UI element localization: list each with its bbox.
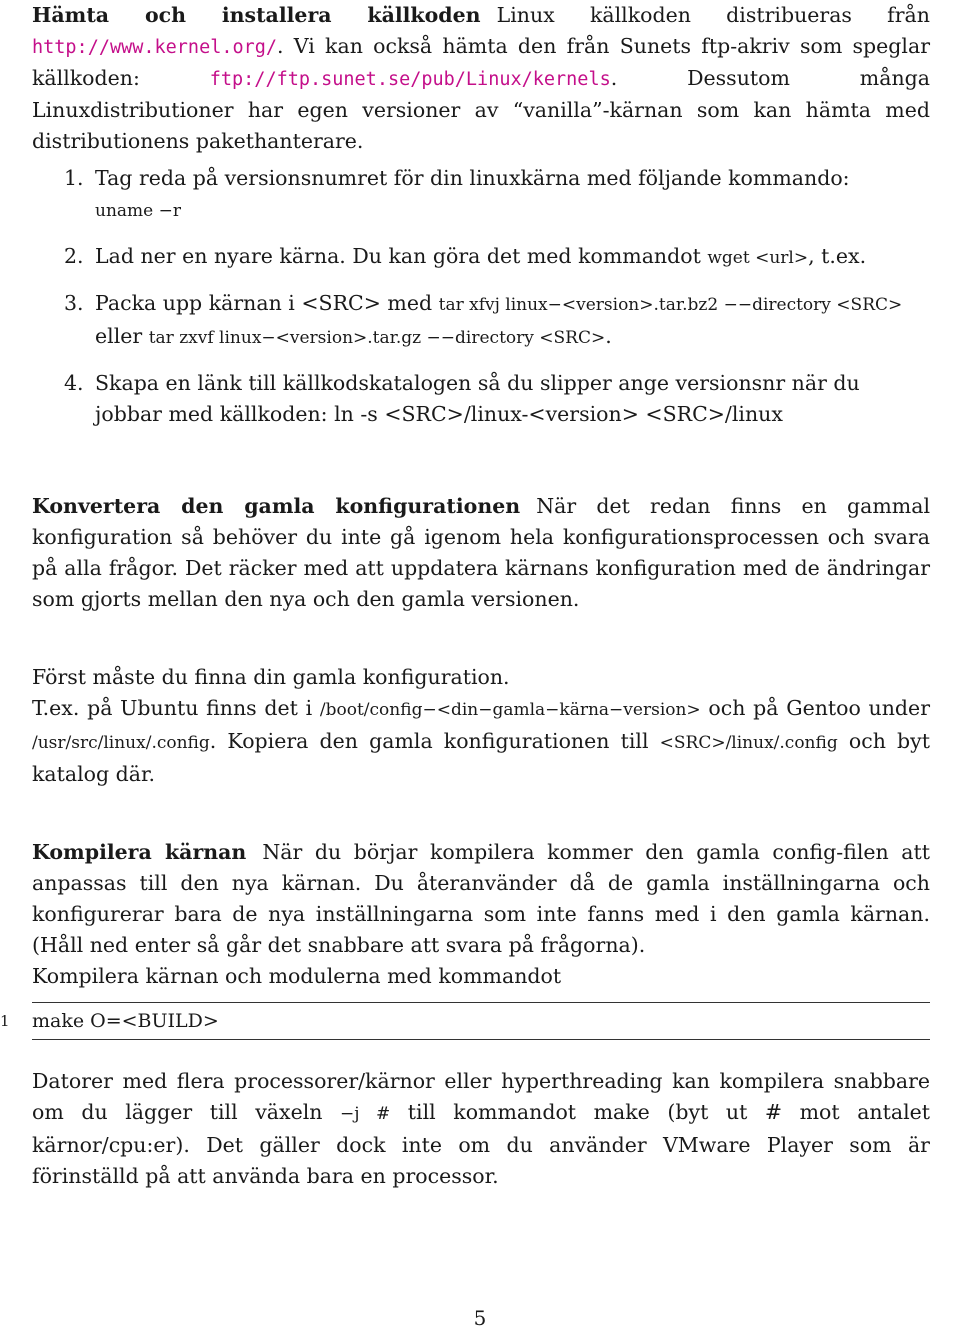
text: Datorer med flera processorer/kärnor eller hyperthreading kan kompilera snabbare om du lägger till växeln [32,1069,930,1124]
sunet-ftp-link[interactable]: ftp://ftp.sunet.se/pub/Linux/kernels [209,69,611,90]
section-download-paragraph [32,0,930,157]
path-text: /usr/src/linux/.config [32,733,210,753]
list-text: . [605,324,612,348]
command-text: tar xfvj linux−<version>.tar.bz2 −−directory <SRC> [438,295,903,315]
list-text: , t.ex. [808,244,867,268]
find-config-line [32,662,930,693]
list-text: Tag reda på versionsnumret för din linuxkärna med följande kommando: [95,166,850,190]
list-text: Packa upp kärnan i <SRC> med [95,291,439,315]
command-text: tar zxvf linux−<version>.tar.gz −−directory <SRC> [148,328,606,348]
code-listing [0,1002,930,1040]
list-text: Lad ner en nyare kärna. Du kan göra det med kommandot [95,244,708,268]
text: Först måste du finna din gamla konfiguration. [32,665,510,689]
config-paths-paragraph [32,693,930,790]
section-heading-download: Hämta och installera källkoden [32,3,481,27]
text: . Kopiera den gamla konfigurationen till [209,729,660,753]
text: När du börjar kompilera kommer den gamla config-filen att anpassas till den nya kärnan. Du återanvänder då de gamla inställningarna och konfigurerar bara de nya inställningarna som inte fanns med i den gamla kärnan. (Håll ned enter så går det snabbare att svara på frågorna). [32,840,930,957]
text: . Vi kan också hämta den från Sunets ftp-akriv som speglar källkoden: [32,34,930,90]
path-text: <SRC>/linux/.config [659,733,838,753]
list-item [32,163,930,227]
section-heading-compile: Kompilera kärnan [32,840,247,864]
list-number: 3. [64,291,84,315]
section-convert-paragraph [32,491,930,615]
list-item [32,368,930,430]
code-line-number: 1 [0,1012,10,1030]
list-item [32,241,930,274]
code-line: make O=<BUILD> [32,1010,219,1032]
text: till kommandot make (byt ut # mot antalet kärnor/cpu:er). Det gäller dock inte om du använder VMware Player som är förinställd på att använda bara en processor. [32,1100,930,1188]
install-steps-list [32,163,930,430]
list-number: 2. [64,244,84,268]
command-text: uname −r [95,201,181,221]
text: . Dessutom många Linuxdistributioner har egen versioner av “vanilla”-kärnan som kan hämta med distributionens pakethanterare. [32,66,930,153]
list-text: Skapa en länk till källkodskatalogen så du slipper ange versionsnr när du jobbar med källkoden: ln -s <SRC>/linux-<version> <SRC>/linux [95,371,860,426]
text: och byt katalog där. [32,729,930,786]
text: Linux källkoden distribueras från [496,3,930,27]
path-text: /boot/config−<din−gamla−kärna−version> [319,700,701,720]
flag-text: −j # [340,1104,391,1124]
text: T.ex. på Ubuntu finns det i [32,696,320,720]
list-text: eller [95,324,149,348]
command-text: wget <url> [707,248,809,268]
compile-command-intro [32,961,930,992]
section-heading-convert: Konvertera den gamla konfigurationen [32,494,521,518]
page-number: 5 [473,1306,487,1330]
text: Kompilera kärnan och modulerna med kommandot [32,964,562,988]
text: och på Gentoo under [700,696,930,720]
text: När det redan finns en gammal konfiguration så behöver du inte gå igenom hela konfigurationsprocessen och svara på alla frågor. Det räcker med att uppdatera kärnans konfiguration med de ändringar som gjorts mellan den nya och den gamla versionen. [32,494,931,611]
kernel-org-link[interactable]: http://www.kernel.org/ [32,37,278,58]
list-number: 1. [64,166,84,190]
multicore-paragraph [32,1066,930,1192]
section-compile-paragraph [32,837,930,961]
list-item [32,288,930,354]
list-number: 4. [64,371,84,395]
